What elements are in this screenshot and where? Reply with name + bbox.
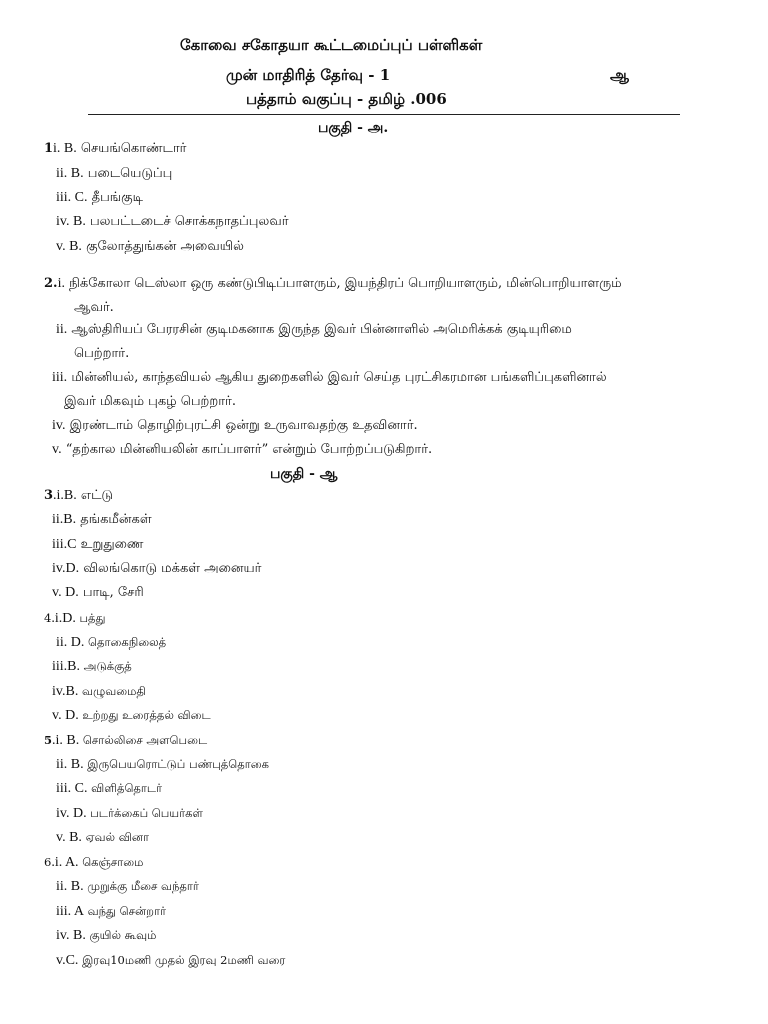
q4-item-3-label: iii.B. <box>52 659 81 674</box>
q3-item-4-label: iv.D. <box>52 561 80 576</box>
q2-item-2-label: ii. <box>56 322 68 337</box>
q2-item-5-label: v. <box>52 442 62 457</box>
q6-number: 6 <box>44 855 52 869</box>
q1-item-5-label: v. B. <box>56 239 82 254</box>
q6-item-3-text: வந்து சென்றார் <box>87 904 166 918</box>
q5-item-2-text: இருபெயரொட்டுப் பண்புத்தொகை <box>87 757 269 771</box>
q6-item-4 <box>56 927 156 944</box>
q1-item-3-text: தீபங்குடி <box>91 190 144 205</box>
q4-item-4 <box>52 683 146 700</box>
q6-item-2 <box>56 878 199 895</box>
q2-item-2 <box>56 322 572 338</box>
q1-item-4-text: பலபட்டடைச் சொக்கநாதப்புலவர் <box>89 214 289 229</box>
q2-item-5-text: “தற்கால மின்னியலின் காப்பாளர்” என்றும் போற்றப்படுகிறார். <box>65 442 433 457</box>
q5-item-1-text: சொல்லிசை அளபெடை <box>82 733 208 747</box>
q4-item-2-label: ii. D. <box>56 635 85 650</box>
q3-item-1-text: எட்டு <box>80 488 114 503</box>
q6-item-2-text: முறுக்கு மீசை வந்தார் <box>87 879 199 893</box>
q6-item-5-text: இரவு10மணி முதல் இரவு 2மணி வரை <box>82 953 286 967</box>
q4-item-1 <box>44 610 106 627</box>
q2-item-3-cont: இவர் மிகவும் புகழ் பெற்றார். <box>64 394 236 409</box>
q4-item-1-label: .i.D. <box>51 611 76 626</box>
q3-item-1-label: .i.B. <box>53 488 77 503</box>
q2-item-1-label: i. <box>57 276 65 291</box>
q4-item-3-text: அடுக்குத் <box>83 659 132 673</box>
q3-item-3-label: iii.C <box>52 537 77 552</box>
q6-item-5 <box>56 952 285 969</box>
q6-item-4-label: iv. B. <box>56 928 86 943</box>
q1-item-3-label: iii. C. <box>56 190 88 205</box>
q6-item-3 <box>56 903 166 920</box>
q2-item-4-text: இரண்டாம் தொழிற்புரட்சி ஒன்று உருவாவதற்கு உதவினார். <box>69 418 418 433</box>
q3-item-3 <box>52 537 143 553</box>
q2-item-3-text: மின்னியல், காந்தவியல் ஆகிய துறைகளில் இவர் செய்த புரட்சிகரமான பங்களிப்புகளினால் <box>71 370 607 385</box>
q4-number: 4 <box>44 611 52 625</box>
set-label: ஆ <box>610 66 629 84</box>
q1-item-3 <box>56 190 143 206</box>
class-subject-title: பத்தாம் வகுப்பு - தமிழ் .006 <box>246 90 447 108</box>
q1-item-1-label: i. B. <box>53 141 77 156</box>
q1-item-1-text: செயங்கொண்டார் <box>80 141 187 156</box>
q5-item-3-text: விளித்தொடர் <box>91 781 163 795</box>
q2-item-3 <box>52 370 607 386</box>
q4-item-2 <box>56 634 166 651</box>
q4-item-4-label: iv.B. <box>52 684 79 699</box>
q5-item-4-label: iv. D. <box>56 806 87 821</box>
q3-item-4 <box>52 561 261 577</box>
q3-item-5 <box>52 585 144 601</box>
exam-title: முன் மாதிரித் தேர்வு - 1 <box>226 66 391 84</box>
q3-item-2-label: ii.B. <box>52 512 77 527</box>
q1-number: 1 <box>44 141 54 156</box>
q3-number: 3 <box>44 488 54 503</box>
q1-item-1 <box>44 141 186 157</box>
q3-item-5-text: பாடி, சேரி <box>82 585 144 600</box>
q2-item-4 <box>52 418 418 434</box>
q2-item-1 <box>44 276 622 292</box>
q3-item-3-text: உறுதுணை <box>80 537 144 552</box>
q3-item-2-text: தங்கமீன்கள் <box>80 512 152 527</box>
q1-item-4-label: iv. B. <box>56 214 86 229</box>
section-a-heading: பகுதி - அ. <box>318 120 389 136</box>
q3-item-1 <box>44 488 113 504</box>
q5-item-1-label: .i. B. <box>52 733 80 748</box>
q4-item-5 <box>52 707 211 724</box>
q3-item-2 <box>52 512 152 528</box>
section-aa-heading: பகுதி - ஆ <box>270 466 338 482</box>
q6-item-4-text: குயில் கூவும் <box>89 928 157 942</box>
q1-item-5-text: குலோத்துங்கன் அவையில் <box>86 239 244 254</box>
q5-item-3 <box>56 780 162 797</box>
q4-item-4-text: வழுவமைதி <box>81 684 146 698</box>
q6-item-3-label: iii. A <box>56 904 85 919</box>
q2-number: 2. <box>44 276 58 291</box>
q4-item-1-text: பத்து <box>79 611 106 625</box>
q5-item-3-label: iii. C. <box>56 781 88 796</box>
school-title: கோவை சகோதயா கூட்டமைப்புப் பள்ளிகள் <box>180 36 483 54</box>
q5-item-5-label: v. B. <box>56 830 82 845</box>
q6-item-1-label: .i. A. <box>51 855 79 870</box>
q2-item-2-cont: பெற்றார். <box>74 346 130 361</box>
q2-item-1-cont: ஆவர். <box>74 300 114 315</box>
header-divider <box>88 114 680 115</box>
q5-item-5 <box>56 829 149 846</box>
q6-item-2-label: ii. B. <box>56 879 84 894</box>
q1-item-5 <box>56 239 244 255</box>
q3-item-5-label: v. D. <box>52 585 79 600</box>
q4-item-5-text: உற்றது உரைத்தல் விடை <box>82 708 211 722</box>
q3-item-4-text: விலங்கொடு மக்கள் அனையர் <box>83 561 262 576</box>
q1-item-2 <box>56 166 172 182</box>
q1-item-2-text: படையெடுப்பு <box>87 166 173 181</box>
q5-item-2 <box>56 756 269 773</box>
q6-item-5-label: v.C. <box>56 953 79 968</box>
q6-item-1-text: கெஞ்சாமை <box>82 855 144 869</box>
q2-item-1-text: நிக்கோலா டெஸ்லா ஒரு கண்டுபிடிப்பாளரும், இயந்திரப் பொறியாளரும், மின்பொறியாளரும் <box>69 276 622 291</box>
q4-item-5-label: v. D. <box>52 708 79 723</box>
q5-item-1 <box>44 732 207 749</box>
q4-item-3 <box>52 658 132 675</box>
q2-item-5 <box>52 442 432 458</box>
q2-item-3-label: iii. <box>52 370 68 385</box>
q1-item-2-label: ii. B. <box>56 166 84 181</box>
q2-item-4-label: iv. <box>52 418 66 433</box>
q1-item-4 <box>56 214 289 230</box>
q5-number: 5 <box>44 733 53 747</box>
q5-item-5-text: ஏவல் வினா <box>85 830 149 844</box>
q5-item-4-text: படர்க்கைப் பெயர்கள் <box>90 806 203 820</box>
q2-item-2-text: ஆஸ்திரியப் பேரரசின் குடிமகனாக இருந்த இவர் பின்னாளில் அமெரிக்கக் குடியுரிமை <box>71 322 572 337</box>
q5-item-4 <box>56 805 203 822</box>
q4-item-2-text: தொகைநிலைத் <box>88 635 167 649</box>
q6-item-1 <box>44 854 143 871</box>
q5-item-2-label: ii. B. <box>56 757 84 772</box>
